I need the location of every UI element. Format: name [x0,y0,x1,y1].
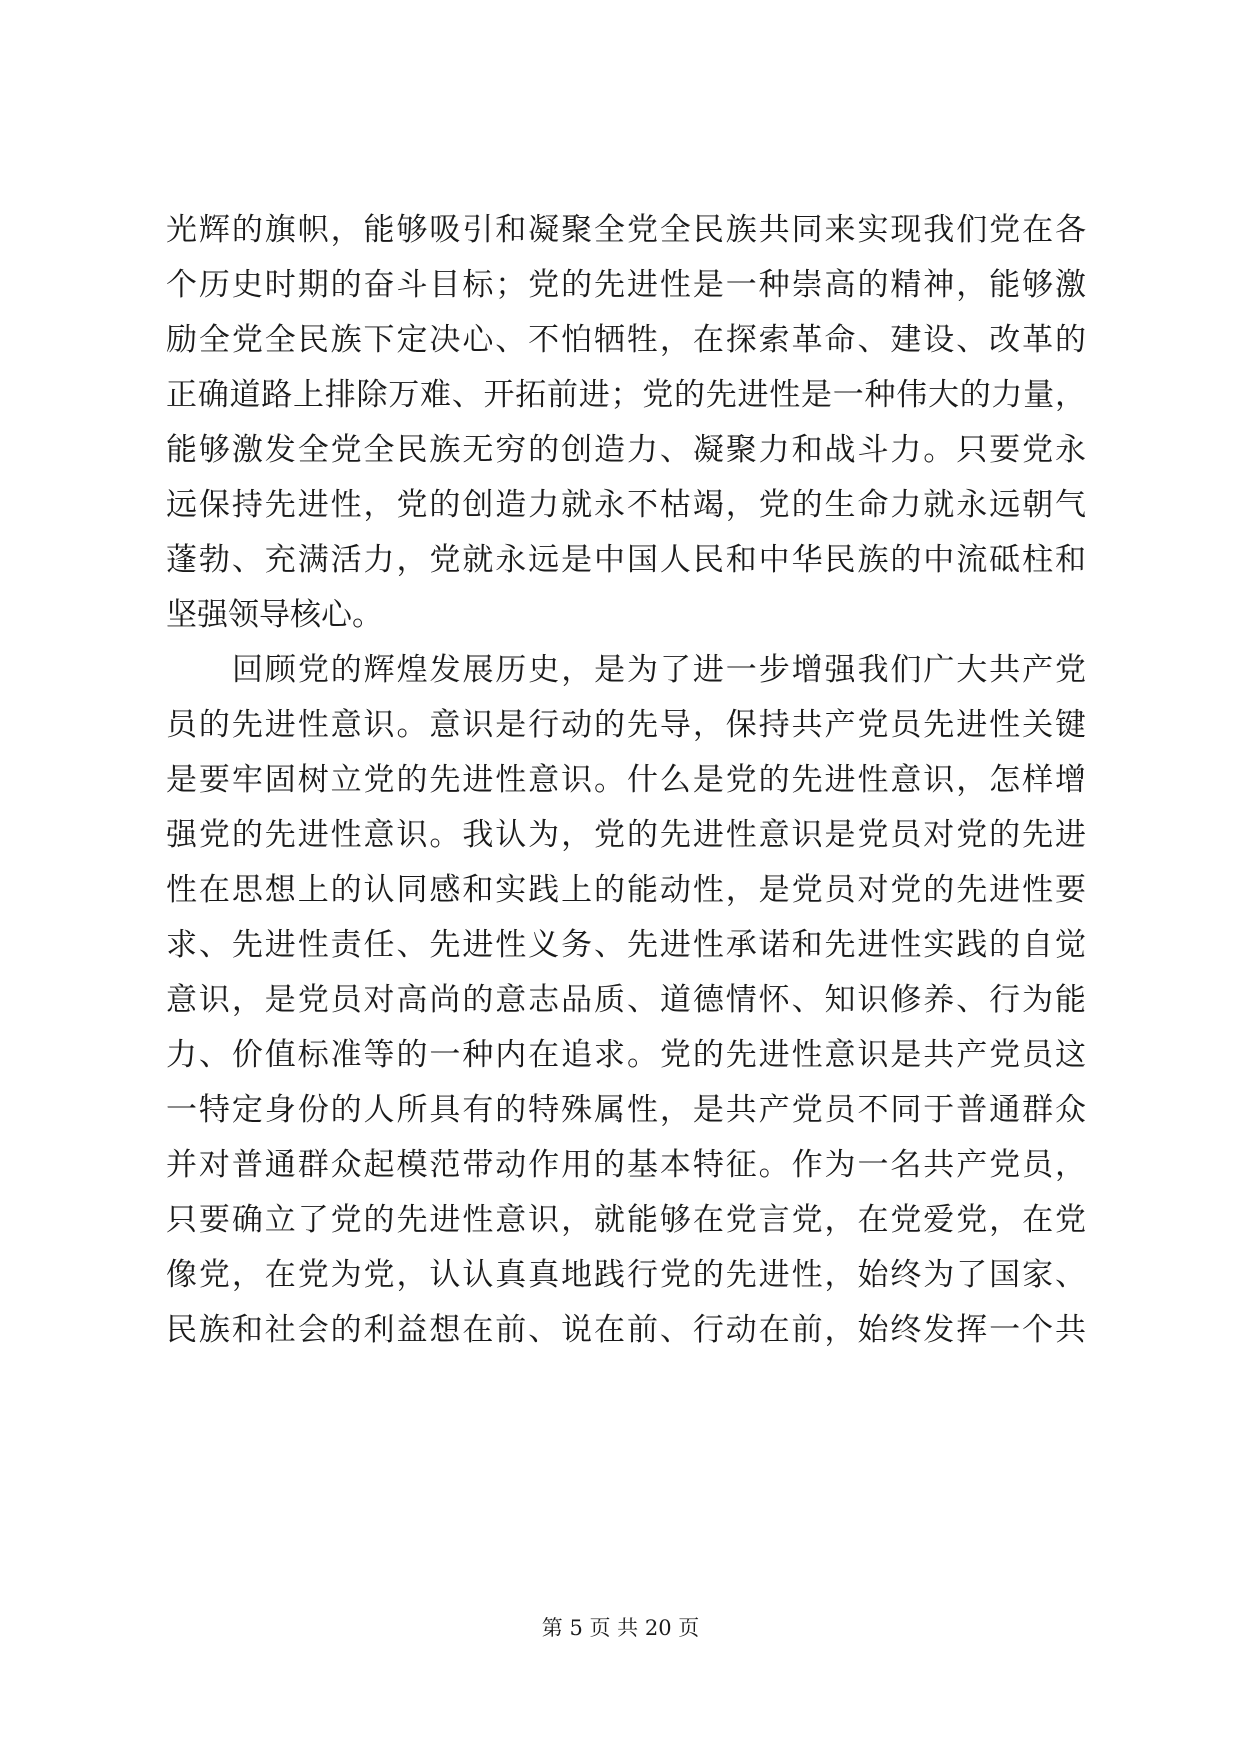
text-line: 民族和社会的利益想在前、说在前、行动在前，始终发挥一个共 [166,1312,1086,1348]
text-line: 意识，是党员对高尚的意志品质、道德情怀、知识修养、行为能 [166,982,1086,1018]
text-line: 求、先进性责任、先进性义务、先进性承诺和先进性实践的自觉 [166,927,1086,963]
text-line: 远保持先进性，党的创造力就永不枯竭，党的生命力就永远朝气 [166,487,1086,523]
text-line: 能够激发全党全民族无穷的创造力、凝聚力和战斗力。只要党永 [166,432,1086,468]
text-line: 光辉的旗帜，能够吸引和凝聚全党全民族共同来实现我们党在各 [166,212,1086,248]
text-line: 蓬勃、充满活力，党就永远是中国人民和中华民族的中流砥柱和 [166,542,1086,578]
text-line: 是要牢固树立党的先进性意识。什么是党的先进性意识，怎样增 [166,762,1086,798]
text-line: 力、价值标准等的一种内在追求。党的先进性意识是共产党员这 [166,1037,1086,1073]
text-line: 只要确立了党的先进性意识，就能够在党言党，在党爱党，在党 [166,1202,1086,1238]
text-line: 正确道路上排除万难、开拓前进；党的先进性是一种伟大的力量， [166,377,1086,413]
text-line: 坚强领导核心。 [166,597,383,633]
page-number-footer: 第 5 页 共 20 页 [541,1616,700,1640]
text-line: 性在思想上的认同感和实践上的能动性，是党员对党的先进性要 [166,872,1086,908]
text-line: 并对普通群众起模范带动作用的基本特征。作为一名共产党员， [166,1147,1086,1183]
text-line: 一特定身份的人所具有的特殊属性，是共产党员不同于普通群众 [166,1092,1086,1128]
text-line: 强党的先进性意识。我认为，党的先进性意识是党员对党的先进 [166,817,1086,853]
text-line: 员的先进性意识。意识是行动的先导，保持共产党员先进性关键 [166,707,1086,743]
text-line: 励全党全民族下定决心、不怕牺牲，在探索革命、建设、改革的 [166,322,1086,358]
text-line: 回顾党的辉煌发展历史，是为了进一步增强我们广大共产党 [232,652,1086,688]
text-line: 像党，在党为党，认认真真地践行党的先进性，始终为了国家、 [166,1257,1086,1293]
text-line: 个历史时期的奋斗目标；党的先进性是一种崇高的精神，能够激 [166,267,1086,303]
